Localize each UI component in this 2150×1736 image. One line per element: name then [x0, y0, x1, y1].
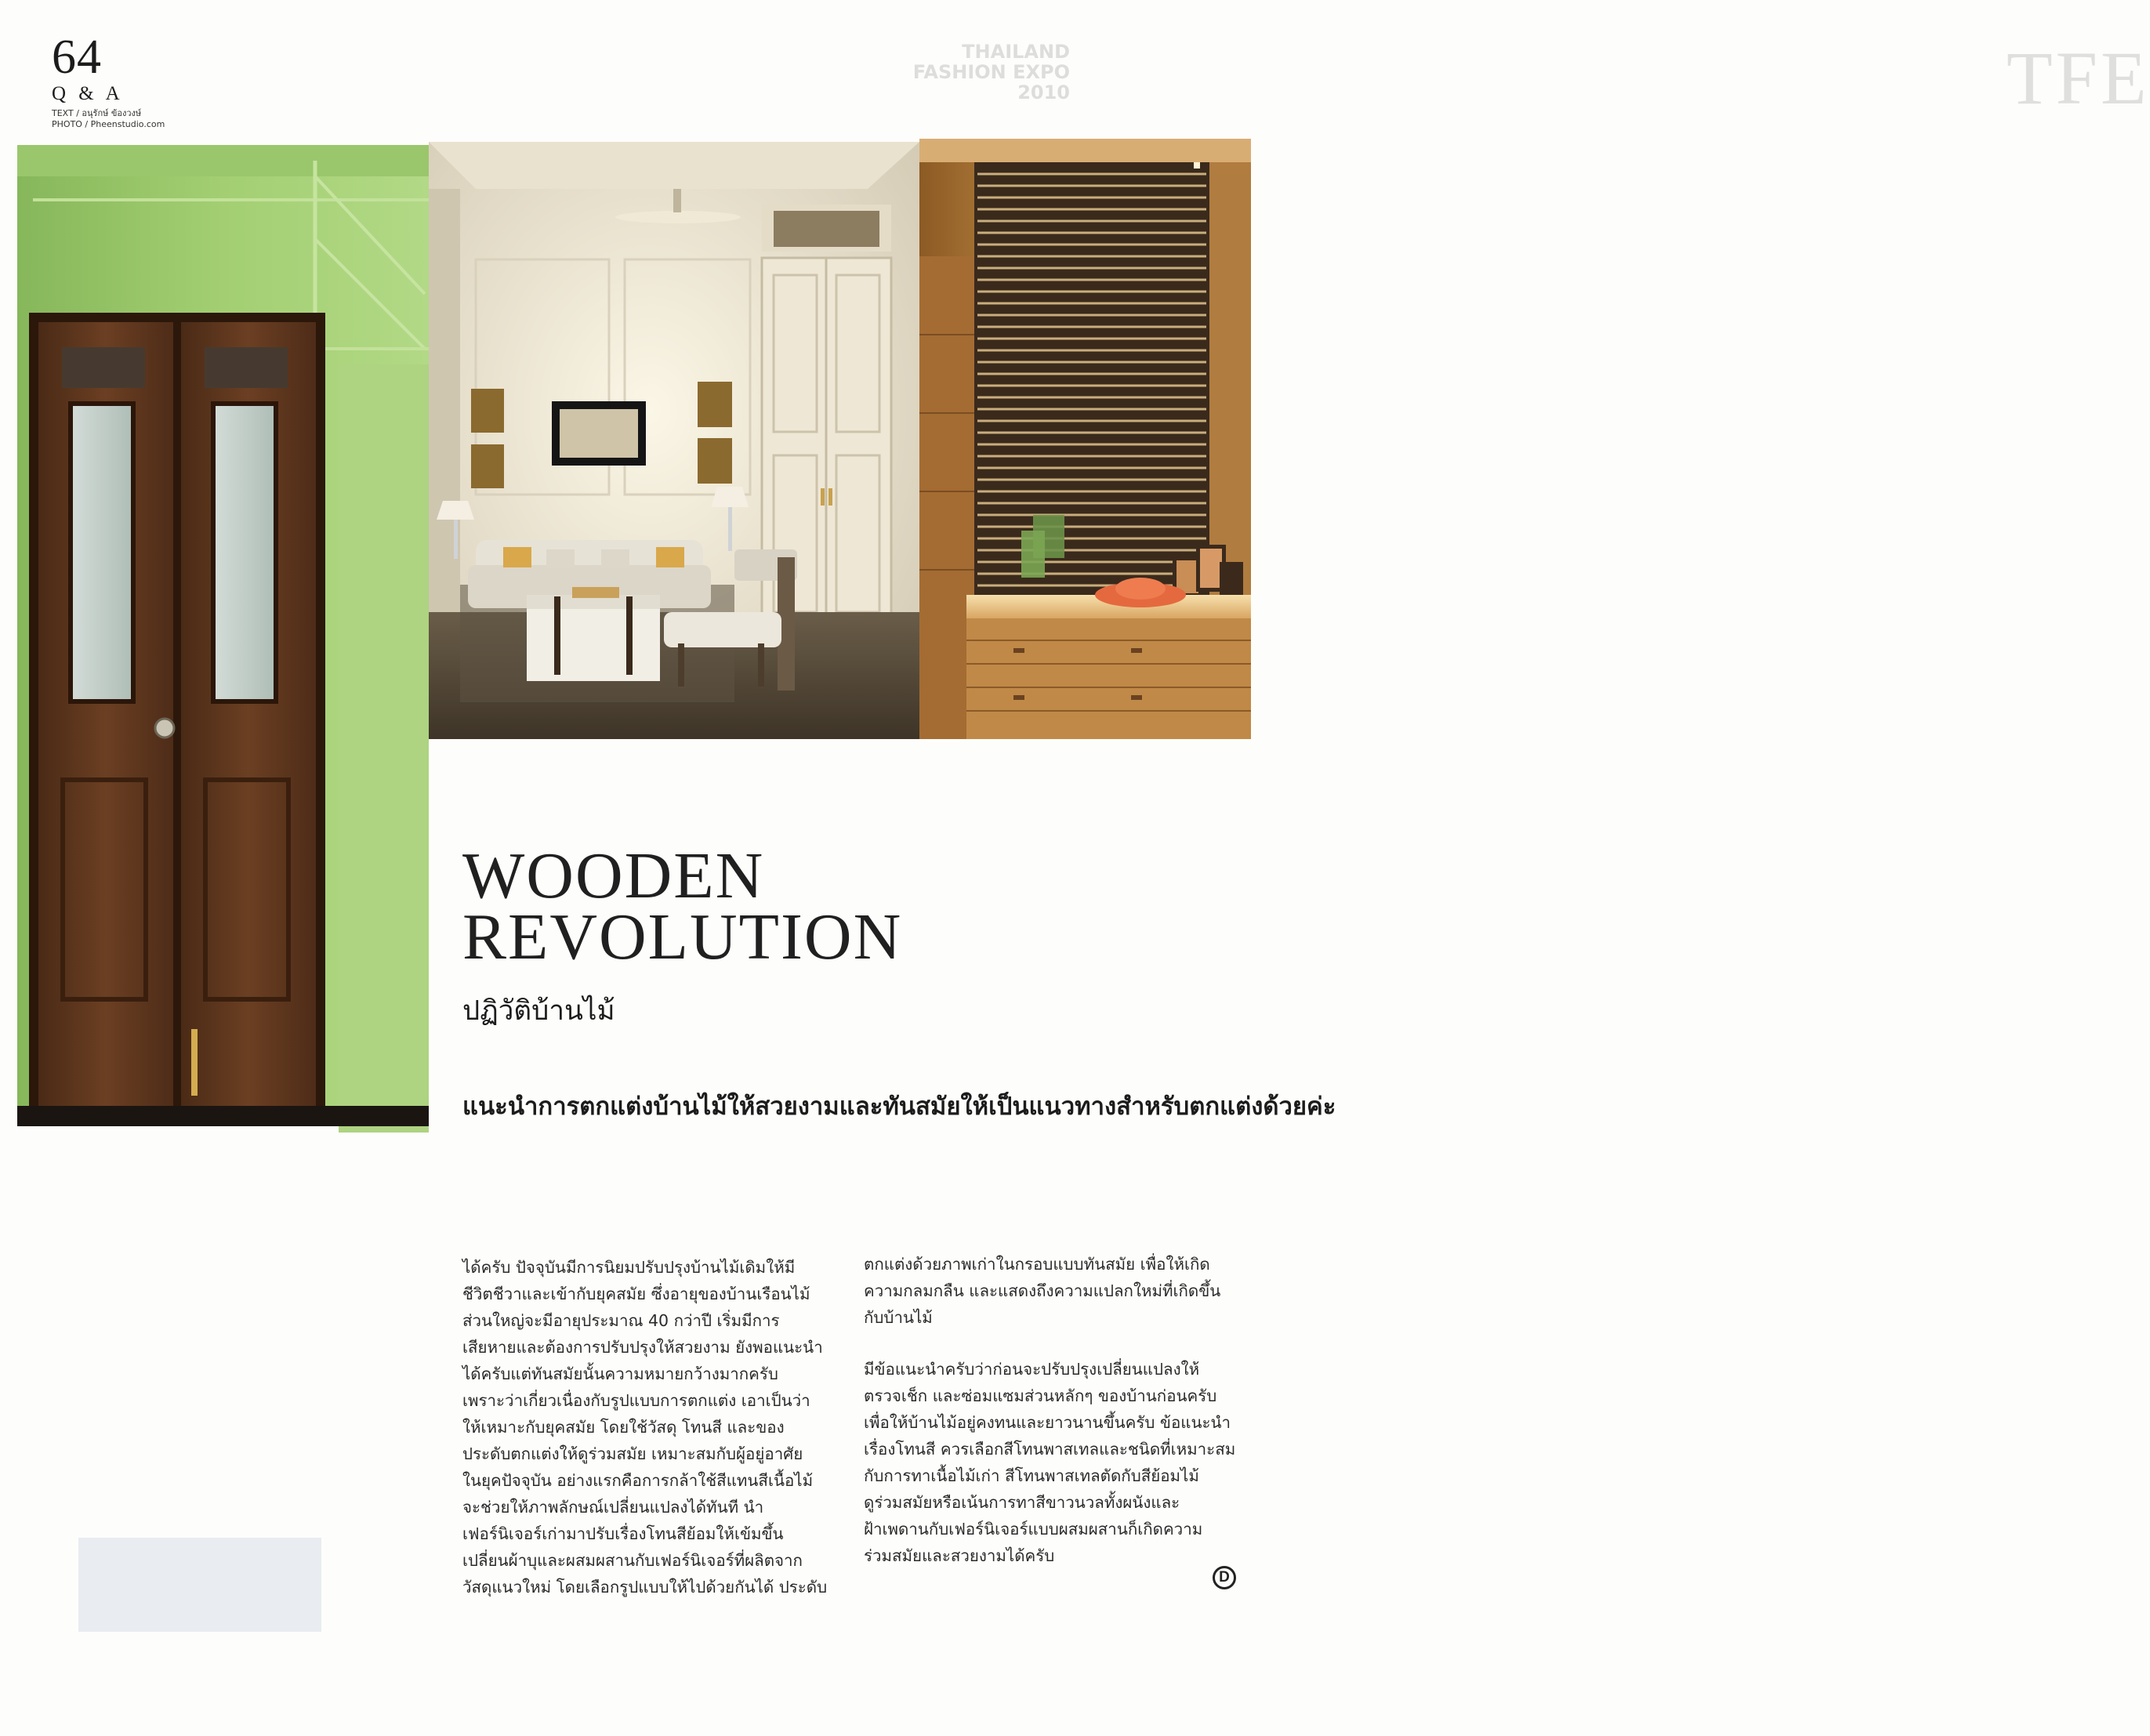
expo-logo	[912, 36, 2150, 120]
body-line: ในยุคปัจจุบัน อย่างแรกคือการกล้าใช้สีแทนสีเนื้อไม้	[462, 1471, 814, 1490]
body-line: ประดับตกแต่งให้ดูร่วมสมัย เหมาะสมกับผู้อยู่อาศัย	[462, 1444, 803, 1463]
article-title-line-2: REVOLUTION	[462, 901, 903, 973]
body-line: ฝ้าเพดานกับเฟอร์นิเจอร์แบบผสมผสานก็เกิดความ	[864, 1520, 1203, 1538]
thai-title: ปฏิวัติบ้านไม้	[462, 995, 615, 1027]
background-ghost-logo	[78, 1538, 321, 1632]
body-line: ส่วนใหญ่จะมีอายุประมาณ 40 กว่าปี เริ่มมีการ	[462, 1311, 780, 1330]
body-line: ได้ครับ ปัจจุบันมีการนิยมปรับปรุงบ้านไม้เดิมให้มี	[462, 1258, 796, 1277]
expo-logo-line: FASHION EXPO	[912, 61, 1070, 83]
body-line: เพื่อให้บ้านไม้อยู่คงทนและยาวนานขึ้นครับ ข้อแนะนำ	[864, 1413, 1231, 1432]
body-line: กับบ้านไม้	[864, 1308, 933, 1327]
expo-logo-line: 2010	[1017, 82, 1070, 103]
expo-logo-line: THAILAND	[962, 41, 1070, 63]
photo-wooden-door	[17, 145, 429, 1126]
body-line: เปลี่ยนผ้าบุและผสมผสานกับเฟอร์นิเจอร์ที่ผลิตจาก	[462, 1551, 803, 1570]
answer-column-2-paragraph-1	[864, 1251, 1220, 1331]
body-line: เรื่องโทนสี ควรเลือกสีโทนพาสเทลและชนิดที่เหมาะสม	[864, 1440, 1236, 1459]
body-line: ได้ครับแต่ทันสมัยนั้นความหมายกว้างมากครับ	[462, 1365, 778, 1383]
article-title-line-1: WOODEN	[462, 839, 765, 912]
answer-column-1	[462, 1254, 827, 1600]
body-line: ให้เหมาะกับยุคสมัย โดยใช้วัสดุ โทนสี และของ	[462, 1418, 785, 1437]
body-line: ร่วมสมัยและสวยงามได้ครับ	[864, 1546, 1055, 1565]
body-line: เสียหายและต้องการปรับปรุงให้สวยงาม ยังพอแนะนำ	[462, 1338, 823, 1357]
body-line: เฟอร์นิเจอร์เก่ามาปรับเรื่องโทนสีย้อมให้เข้มขึ้น	[462, 1524, 784, 1543]
photo-white-living-room	[429, 142, 919, 739]
body-line: มีข้อแนะนำครับว่าก่อนจะปรับปรุงเปลี่ยนแปลงให้	[864, 1360, 1200, 1379]
end-of-article-mark: D	[1213, 1566, 1236, 1589]
photo-window-dresser	[919, 139, 1251, 739]
body-line: จะช่วยให้ภาพลักษณ์เปลี่ยนแปลงได้ทันที นำ	[462, 1498, 764, 1517]
body-line: ตรวจเช็ก และซ่อมแซมส่วนหลักๆ ของบ้านก่อนครับ	[864, 1386, 1217, 1405]
body-line: ดูร่วมสมัยหรือเน้นการทาสีขาวนวลทั้งผนังและ	[864, 1493, 1180, 1512]
body-line: เพราะว่าเกี่ยวเนื่องกับรูปแบบการตกแต่ง เอาเป็นว่า	[462, 1391, 810, 1410]
section-label: Q & A	[52, 83, 124, 104]
body-line: กับการทาเนื้อไม้เก่า สีโทนพาสเทลตัดกับสีย้อมไม้	[864, 1466, 1199, 1485]
body-line: ชีวิตชีวาและเข้ากับยุคสมัย ซึ่งอายุของบ้านเรือนไม้	[462, 1285, 810, 1303]
page-number: 64	[52, 31, 102, 84]
photo-credit: PHOTO / Pheenstudio.com	[52, 119, 165, 129]
body-line: วัสดุแนวใหม่ โดยเลือกรูปแบบให้ไปด้วยกันได้ ประดับ	[462, 1578, 828, 1596]
text-credit: TEXT / อนุรักษ์ ข้องวงษ์	[52, 108, 142, 118]
answer-column-2-paragraph-2	[864, 1356, 1235, 1569]
body-line: ความกลมกลืน และแสดงถึงความแปลกใหม่ที่เกิดขึ้น	[864, 1281, 1221, 1300]
question-text: แนะนำการตกแต่งบ้านไม้ให้สวยงามและทันสมัยให้เป็นแนวทางสำหรับตกแต่งด้วยค่ะ	[462, 1093, 1336, 1121]
expo-logo-letters: TFE	[2007, 36, 2150, 120]
body-line: ตกแต่งด้วยภาพเก่าในกรอบแบบทันสมัย เพื่อให้เกิด	[864, 1255, 1210, 1274]
